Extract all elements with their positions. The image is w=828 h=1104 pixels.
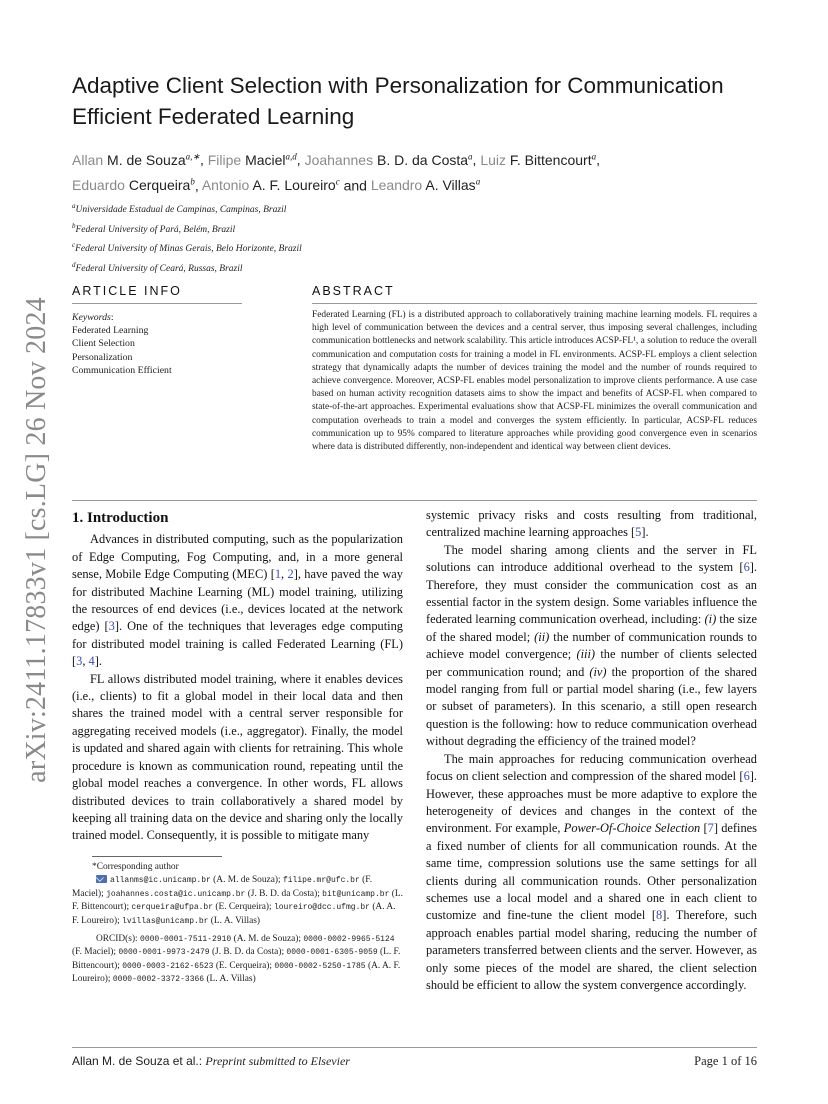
affiliation-list xyxy=(72,199,672,278)
keywords-block: Keywords: Federated Learning Client Selection Personalization Communication Efficient xyxy=(72,311,292,377)
keyword-item: Personalization xyxy=(72,351,133,363)
citation-link[interactable]: 8 xyxy=(656,908,663,923)
orcid-footnote: ORCID(s): 0000-0001-7511-2910 (A. M. de Souza); 0000-0002-9965-5124 (F. Maciel); 0000-0001-9973-2479 (J. B. D. da Costa); 0000-0001-6305-9059 (L. F. Bittencourt); 0000-0003-2162-6523 (E. Cerqueira); 0000-0002-5250-1785 (A. A. F. Loureiro); 0000-0002-3372-3366 (L. A. Villas) xyxy=(72,934,401,985)
abstract-rule xyxy=(312,303,757,304)
corresponding-author-note: *Corresponding author xyxy=(92,862,179,872)
intro-paragraph-1: Advances in distributed computing, such as the popularization of Edge Computing, Fog Computing, and, in a more general sense, Mobile Edge Computing (MEC) [1, 2], have paved the way for distributed Machine Learning (ML) model training, utilizing the resources of end devices (i.e., devices located at the network edge) [3]. One of the techniques that leverages edge computing for distributed model training is called Federated Learning (FL) [3, 4]. xyxy=(72,532,403,669)
orcid-link[interactable]: 0000-0001-7511-2910 xyxy=(140,935,232,945)
keyword-item: Federated Learning xyxy=(72,325,149,337)
email-link[interactable]: joahannes.costa@ic.unicamp.br xyxy=(106,889,246,899)
section-divider xyxy=(72,500,757,501)
orcid-link[interactable]: 0000-0002-3372-3366 xyxy=(112,975,205,985)
citation-link[interactable]: 2 xyxy=(287,567,294,582)
orcid-link[interactable]: 0000-0002-9965-5124 xyxy=(303,935,395,945)
orcid-link[interactable]: 0000-0001-6305-9059 xyxy=(286,948,378,958)
citation-link[interactable]: 3 xyxy=(108,619,115,634)
email-link[interactable]: filipe.mr@ufc.br xyxy=(282,876,360,886)
citation-link[interactable]: 5 xyxy=(635,525,642,540)
citation-link[interactable]: 3 xyxy=(76,654,83,669)
article-info-heading: ARTICLE INFO xyxy=(72,284,182,298)
orcid-link[interactable]: 0000-0001-9973-2479 xyxy=(118,948,210,958)
email-footnote: allanms@ic.unicamp.br (A. M. de Souza); filipe.mr@ufc.br (F. Maciel); joahannes.costa@ic.unicamp.br (J. B. D. da Costa); bit@unicamp.br (L. F. Bittencourt); cerqueira@ufpa.br (E. Cerqueira); loureiro@dcc.ufmg.br (A. A. F. Loureiro); lvillas@unicamp.br (L. A. Villas) xyxy=(72,875,403,926)
citation-link[interactable]: 6 xyxy=(743,560,750,575)
orcid-link[interactable]: 0000-0003-2162-6523 xyxy=(122,961,214,971)
keywords-label: Keywords xyxy=(72,312,111,323)
author-name: Filipe Maciel$^{a,d}$ xyxy=(207,151,297,168)
page-number: Page 1 of 16 xyxy=(694,1054,757,1068)
intro-paragraph-2: FL allows distributed model training, where it enables devices (i.e., clients) to fit a global model in their local data and then shares the trained model with a central server responsible for aggregating received models (i.e., aggregator). Finally, the model is updated and shared again with clients for retraining. This whole procedure is known as communication round, repeating until the global model reaches a convergence. In other words, FL allows distributed devices to train collaboratively a shared model by keeping all training data on the device and sharing only the locally trained model. Consequently, it is possible to mitigate many xyxy=(72,671,403,843)
envelope-icon xyxy=(96,875,107,883)
abstract-text: Federated Learning (FL) is a distributed approach to collaboratively training machine learning models. FL requires a high level of communication between the devices and a central server, thus imposing several challenges, including communication bottlenecks and network scalability. This article introduces ACSP-FL¹, a solution to reduce the overall communication and computation costs for training a model in FL environments. ACSP-FL employs a client selection strategy that dynamically adapts the number of devices training the model and the number of rounds required to achieve convergence. Moreover, ACSP-FL enables model personalization to improve clients performance. A use case based on human activity recognition datasets aims to show the impact and benefits of ACSP-FL when compared to state-of-the-art approaches. Experimental evaluations show that ACSP-FL minimizes the overall communication and computation overheads to train a model and converges the system efficiently. In particular, ACSP-FL reduces communication up to 95% compared to literature approaches while providing good convergence even in scenarios where data is distributed differently, non-independent and identical way between client devices. xyxy=(312,310,757,453)
keyword-item: Client Selection xyxy=(72,338,135,350)
author-name: Eduardo Cerqueira$^b$ xyxy=(72,176,195,194)
right-column xyxy=(426,507,757,994)
citation-link[interactable]: 7 xyxy=(707,821,714,836)
citation-link[interactable]: 1 xyxy=(274,567,282,582)
author-name: Luiz F. Bittencourt$^a$ xyxy=(480,151,597,168)
email-link[interactable]: bit@unicamp.br xyxy=(322,889,390,899)
intro-paragraph-3: The model sharing among clients and the server in FL solutions can introduce additional overhead to the system [6]. Therefore, they must consider the communication cost as an essential factor in the system design. Some variables influence the federated learning communication overhead, including: (i) the size of the shared model; (ii) the number of communication rounds to achieve model convergence; (iii) the number of clients selected per communication round; and (iv) the proportion of the shared model ranging from full or partial model sharing (i.e., few layers or subset of parameters). In this scenario, a still open research question is the following: how to reduce communication overhead without degrading the efficiency of the trained model? xyxy=(426,542,758,749)
left-column xyxy=(72,508,403,845)
article-info-rule xyxy=(72,303,242,304)
footer-rule xyxy=(72,1047,757,1048)
affiliation: $^c$Federal University of Minas Gerais, Belo Horizonte, Brazil xyxy=(72,241,302,255)
orcid-link[interactable]: 0000-0002-5250-1785 xyxy=(274,961,366,971)
footnotes xyxy=(72,856,403,987)
email-link[interactable]: loureiro@dcc.ufmg.br xyxy=(273,903,370,913)
paper-title: Adaptive Client Selection with Personalization for Communication Efficient Federated Learning xyxy=(72,73,724,129)
author-list: Allan M. de Souza$^{a,∗}$, Filipe Maciel$^{a,d}$, Joahannes B. D. da Costa$^a$, Luiz F. Bittencourt$^a$, Eduardo Cerqueira$^b$, Antonio A. F. Loureiro$^c$ and Leandro A. Villas$^a$ xyxy=(72,151,600,194)
email-link[interactable]: allanms@ic.unicamp.br xyxy=(110,876,211,886)
section-heading-introduction: 1. Introduction xyxy=(72,510,169,526)
email-link[interactable]: cerqueira@ufpa.br xyxy=(131,903,214,913)
keyword-item: Communication Efficient xyxy=(72,364,172,376)
running-footer: Allan M. de Souza et al.: Preprint submitted to Elsevier xyxy=(72,1054,350,1068)
citation-link[interactable]: 4 xyxy=(88,654,95,669)
author-name: Antonio A. F. Loureiro$^c$ xyxy=(201,176,340,194)
citation-link[interactable]: 6 xyxy=(743,769,750,784)
abstract-heading: ABSTRACT xyxy=(312,284,395,298)
author-conjunction: and xyxy=(343,177,367,194)
email-link[interactable]: lvillas@unicamp.br xyxy=(122,916,209,926)
author-name: Leandro A. Villas$^a$ xyxy=(370,176,481,194)
intro-paragraph-2-cont: systemic privacy risks and costs resulting from traditional, centralized machine learning approaches [5]. xyxy=(426,508,757,540)
affiliation: $^d$Federal University of Ceará, Russas, Brazil xyxy=(72,260,243,275)
author-name: Allan M. de Souza$^{a,∗}$ xyxy=(72,151,200,168)
intro-paragraph-4: The main approaches for reducing communication overhead focus on client selection and compression of the shared model [6]. However, these approaches must be more adaptive to explore the heterogeneity of devices and changes in the context of the environment. For example, Power-Of-Choice Selection [7] defines a fixed number of clients for all communication rounds. At the same time, compression solutions use the same settings for all clients during all communication rounds. Other personalization schemes use a local model and a shared one in each client to customize and fine-tune the client model [8]. Therefore, such approach enables partial model sharing, reducing the number of parameters transferred between clients and the server. However, as only some pieces of the model are shared, the client selection should be efficient to allow the system convergence accordingly. xyxy=(426,751,757,992)
affiliation: $^b$Federal University of Pará, Belém, Brazil xyxy=(72,221,236,235)
footnote-rule xyxy=(92,856,222,857)
affiliation: $^a$Universidade Estadual de Campinas, Campinas, Brazil xyxy=(72,202,287,216)
author-name: Joahannes B. D. da Costa$^a$ xyxy=(304,151,473,168)
arxiv-sidebar xyxy=(17,290,57,790)
arxiv-identifier: arXiv:2411.17833v1 [cs.LG] 26 Nov 2024 xyxy=(21,297,52,783)
